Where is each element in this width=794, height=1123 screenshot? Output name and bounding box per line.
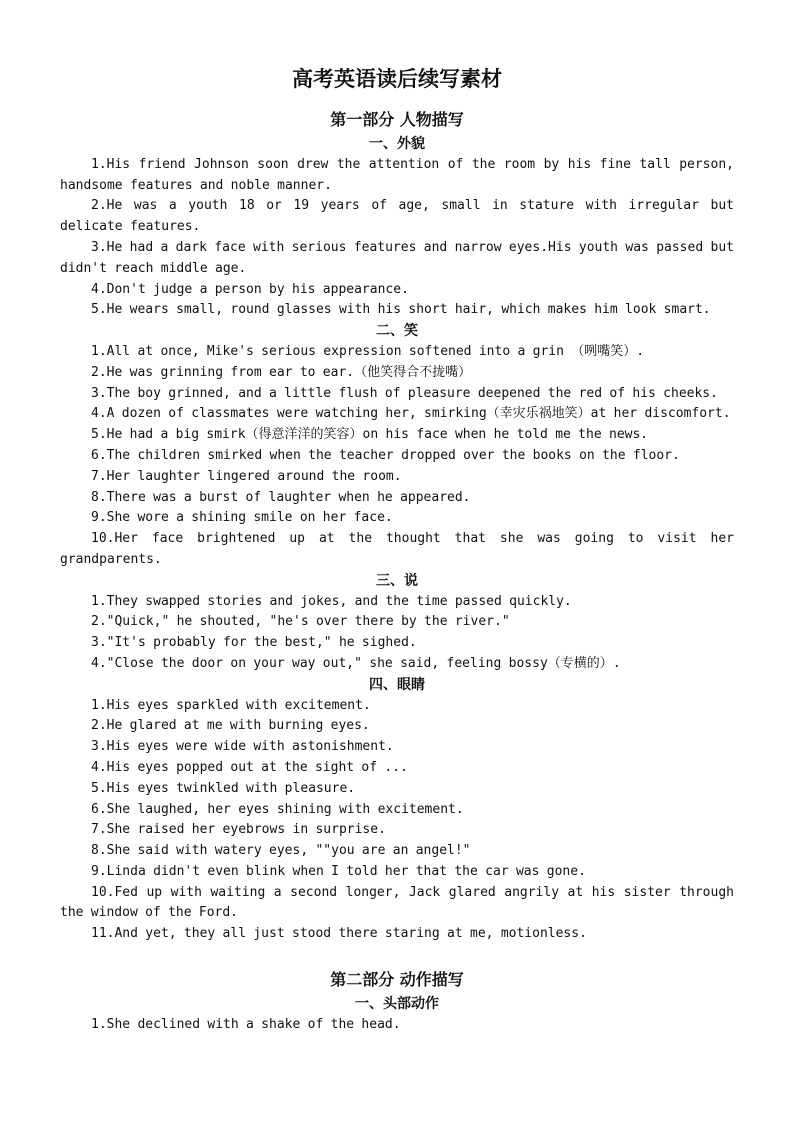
- document-page: [60, 64, 734, 1036]
- part-title-2: 第二部分 动作描写: [330, 970, 464, 990]
- list-item: 3."It's probably for the best," he sighed.: [91, 635, 417, 651]
- list-item: 4.A dozen of classmates were watching her, smirking（幸灾乐祸地笑）at her discomfort.: [91, 406, 731, 422]
- list-item: 6.She laughed, her eyes shining with excitement.: [91, 801, 464, 817]
- part-title-1: 第一部分 人物描写: [330, 110, 464, 129]
- section-title-smile: 二、笑: [376, 323, 418, 340]
- list-item: 11.And yet, they all just stood there staring at me, motionless.: [91, 926, 587, 942]
- list-item: 10.Her face brightened up at the thought that she was going to visit her grandparents.: [60, 531, 734, 567]
- list-item: 6.The children smirked when the teacher dropped over the books on the floor.: [91, 447, 680, 463]
- document-title: 高考英语读后续写素材: [292, 67, 502, 91]
- list-item: 2."Quick," he shouted, "he's over there by the river.": [91, 614, 510, 630]
- part-spacer: [60, 945, 734, 966]
- list-item: 3.His eyes were wide with astonishment.: [91, 739, 394, 755]
- list-item: 1.All at once, Mike's serious expression softened into a grin （咧嘴笑）.: [91, 343, 645, 359]
- list-item: 5.He wears small, round glasses with his short hair, which makes him look smart.: [91, 302, 711, 318]
- list-item: 9.Linda didn't even blink when I told her that the car was gone.: [91, 863, 586, 879]
- list-item: 10.Fed up with waiting a second longer, Jack glared angrily at his sister through the window of the Ford.: [60, 884, 734, 921]
- list-item: 3.He had a dark face with serious features and narrow eyes.His youth was passed but didn't reach middle age.: [60, 239, 734, 276]
- list-item: 7.She raised her eyebrows in surprise.: [91, 822, 386, 838]
- list-item: 1.His friend Johnson soon drew the attention of the room by his fine tall person, handsome features and noble manner.: [60, 156, 734, 193]
- section-title-speak: 三、说: [376, 572, 418, 589]
- list-item: 5.His eyes twinkled with pleasure.: [91, 780, 356, 796]
- list-item: 2.He was grinning from ear to ear.（他笑得合不拢嘴）: [91, 364, 472, 380]
- list-item: 2.He was a youth 18 or 19 years of age, small in stature with irregular but delicate features.: [60, 198, 734, 235]
- list-item: 2.He glared at me with burning eyes.: [91, 718, 370, 734]
- list-item: 7.Her laughter lingered around the room.: [91, 468, 402, 484]
- list-item: 8.She said with watery eyes, ""you are an angel!": [91, 843, 471, 859]
- list-item: 3.The boy grinned, and a little flush of pleasure deepened the red of his cheeks.: [91, 385, 718, 401]
- list-item: 8.There was a burst of laughter when he appeared.: [91, 489, 471, 505]
- list-item: 1.His eyes sparkled with excitement.: [91, 697, 371, 713]
- section-title-head-movement: 一、头部动作: [355, 996, 439, 1013]
- list-item: 1.They swapped stories and jokes, and the time passed quickly.: [91, 593, 572, 609]
- section-title-eyes: 四、眼睛: [369, 676, 425, 693]
- section-title-appearance: 一、外貌: [369, 136, 425, 152]
- list-item: 1.She declined with a shake of the head.: [91, 1016, 401, 1032]
- list-item: 4.His eyes popped out at the sight of ...: [91, 759, 408, 775]
- list-item: 5.He had a big smirk（得意洋洋的笑容）on his face when he told me the news.: [91, 427, 649, 443]
- list-item: 9.She wore a shining smile on her face.: [91, 510, 393, 526]
- list-item: 4."Close the door on your way out," she said, feeling bossy（专横的）.: [91, 655, 621, 671]
- list-item: 4.Don't judge a person by his appearance.: [91, 281, 409, 297]
